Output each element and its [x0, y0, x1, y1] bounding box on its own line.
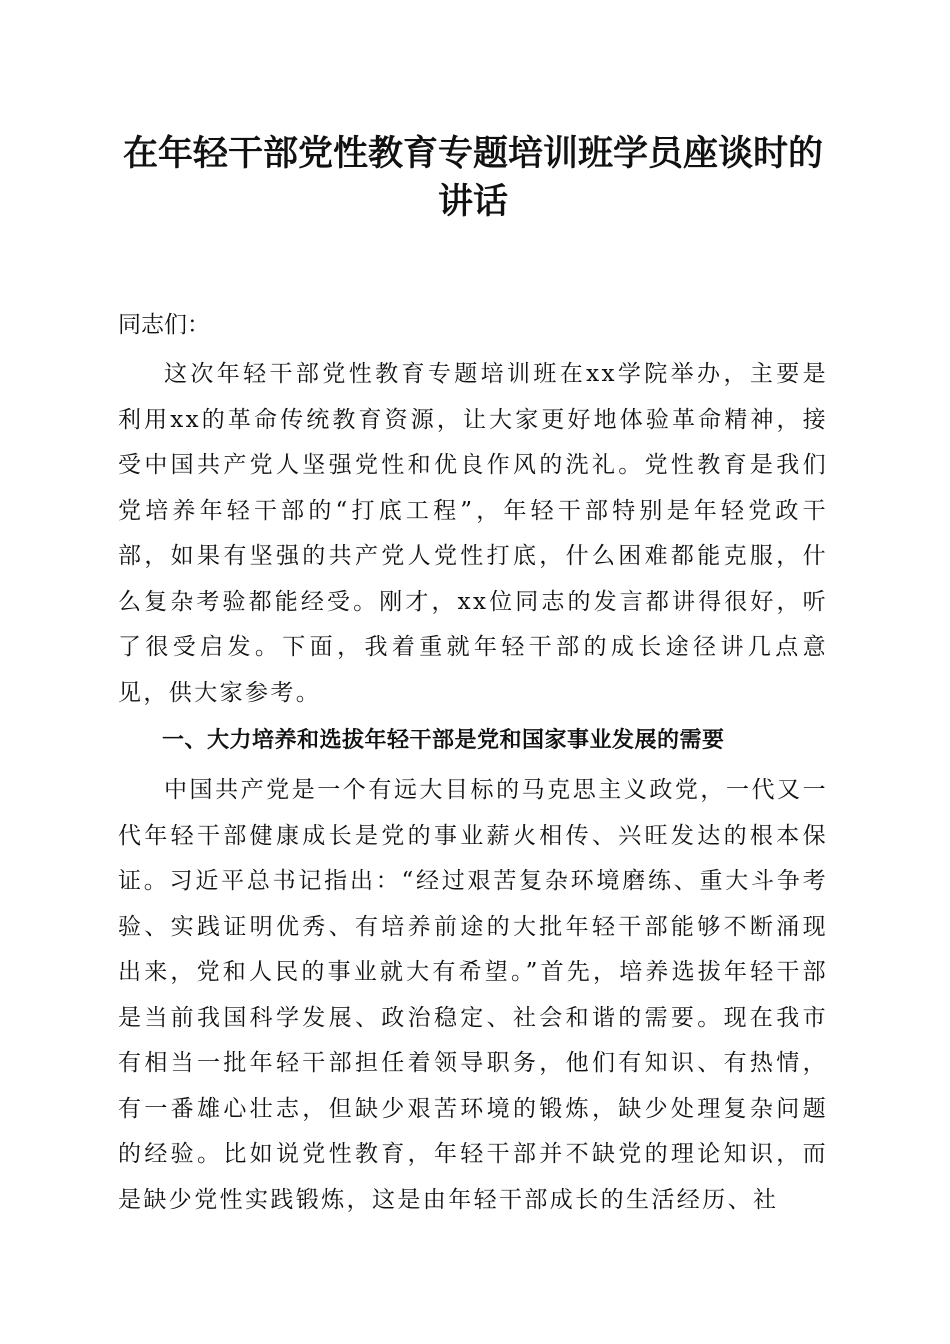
salutation: 同志们： [118, 312, 210, 338]
title-line-1: 在年轻干部党性教育专题培训班学员座谈时的 [122, 133, 823, 174]
section-heading-1: 一、大力培养和选拔年轻干部是党和国家事业发展的需要 [162, 728, 725, 753]
paragraph-intro: 这次年轻干部党性教育专题培训班在xx学院举办，主要是利用xx的革命传统教育资源，让大家更好地体验革命精神，接受中国共产党人坚强党性和优良作风的洗礼。党性教育是我们党培养年轻干部的“打底工程”，年轻干部特别是年轻党政干部，如果有坚强的共产党人党性打底，什么困难都能克服，什么复杂考验都能经受。刚才，xx位同志的发言都讲得很好，听了很受启发。下面，我着重就年轻干部的成长途径讲几点意见，供大家参考。 [118, 361, 828, 706]
title-line-2: 讲话 [437, 181, 508, 222]
document-page [118, 130, 828, 1223]
paragraph-section-1: 中国共产党是一个有远大目标的马克思主义政党，一代又一代年轻干部健康成长是党的事业薪火相传、兴旺发达的根本保证。习近平总书记指出：“经过艰苦复杂环境磨练、重大斗争考验、实践证明优秀、有培养前途的大批年轻干部能够不断涌现出来，党和人民的事业就大有希望。”首先，培养选拔年轻干部是当前我国科学发展、政治稳定、社会和谐的需要。现在我市有相当一批年轻干部担任着领导职务，他们有知识、有热情，有一番雄心壮志，但缺少艰苦环境的锻炼，缺少处理复杂问题的经验。比如说党性教育，年轻干部并不缺党的理论知识，而是缺少党性实践锻炼，这是由年轻干部成长的生活经历、社 [118, 777, 828, 1213]
document-title [118, 130, 828, 226]
